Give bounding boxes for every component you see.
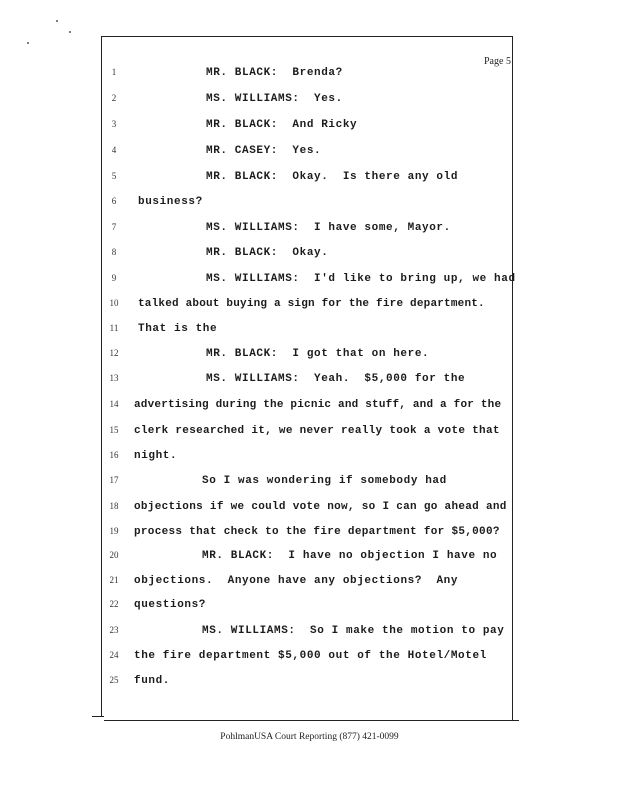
transcript-line [0,550,619,566]
scan-speck [69,31,71,33]
line-text: MR. BLACK: I got that on here. [206,348,430,360]
transcript-line [0,675,619,691]
transcript-line [0,67,619,83]
transcript-line [0,247,619,263]
transcript-line [0,93,619,109]
transcript-line [0,196,619,212]
line-number: 7 [111,222,117,232]
scan-speck [56,20,58,22]
transcript-line [0,348,619,364]
line-number: 2 [111,93,117,103]
line-text: business? [138,196,203,208]
line-text: MS. WILLIAMS: Yes. [206,93,343,105]
scan-speck [27,42,29,44]
page-frame-top [101,36,513,37]
line-text: objections. Anyone have any objections? Any [134,575,459,587]
transcript-line [0,273,619,289]
line-text: MR. BLACK: Brenda? [206,67,343,79]
line-number: 14 [109,399,119,409]
line-text: night. [134,450,178,462]
transcript-line [0,119,619,135]
line-number: 20 [109,550,119,560]
line-text: advertising during the picnic and stuff, and a for the [134,399,502,411]
line-text: MR. BLACK: Okay. Is there any old [206,171,459,183]
line-text: talked about buying a sign for the fire department. [138,298,485,310]
transcript-line [0,650,619,666]
line-number: 24 [109,650,119,660]
line-number: 15 [109,425,119,435]
line-number: 1 [111,67,117,77]
line-text: MS. WILLIAMS: So I make the motion to pay [202,625,505,637]
line-number: 19 [109,526,119,536]
line-number: 3 [111,119,117,129]
line-text: the fire department $5,000 out of the Hotel/Motel [134,650,487,662]
line-number: 18 [109,501,119,511]
transcript-line [0,501,619,517]
line-text: MS. WILLIAMS: I'd like to bring up, we had [206,273,516,285]
line-number: 9 [111,273,117,283]
line-number: 5 [111,171,117,181]
page-number-label: Page 5 [484,56,511,67]
transcript-line [0,298,619,314]
line-number: 21 [109,575,119,585]
line-text: MS. WILLIAMS: Yeah. $5,000 for the [206,373,466,385]
line-text: clerk researched it, we never really took a vote that [134,425,500,437]
transcript-line [0,145,619,161]
line-number: 6 [111,196,117,206]
transcript-line [0,171,619,187]
transcript-line [0,399,619,415]
line-number: 11 [109,323,119,333]
transcript-line [0,222,619,238]
line-text: process that check to the fire department for $5,000? [134,526,500,538]
transcript-line [0,323,619,339]
line-text: MS. WILLIAMS: I have some, Mayor. [206,222,451,234]
transcript-line [0,425,619,441]
transcript-line [0,575,619,591]
line-text: MR. BLACK: I have no objection I have no [202,550,498,562]
line-number: 8 [111,247,117,257]
line-text: MR. BLACK: And Ricky [206,119,358,131]
line-text: MR. BLACK: Okay. [206,247,329,259]
line-number: 13 [109,373,119,383]
court-reporter-footer: PohlmanUSA Court Reporting (877) 421-0099 [220,732,399,742]
line-text: MR. CASEY: Yes. [206,145,322,157]
line-text: objections if we could vote now, so I can go ahead and [134,501,507,513]
transcript-line [0,450,619,466]
line-number: 23 [109,625,119,635]
line-number: 12 [109,348,119,358]
line-text: So I was wondering if somebody had [202,475,447,487]
transcript-line [0,373,619,389]
transcript-line [0,625,619,641]
line-text: That is the [138,323,218,335]
transcript-line [0,599,619,615]
line-text: questions? [134,599,207,611]
page-frame-bottom-left [92,716,104,717]
line-number: 17 [109,475,119,485]
line-text: fund. [134,675,171,687]
line-number: 22 [109,599,119,609]
line-number: 25 [109,675,119,685]
page-frame-bottom [104,720,519,721]
line-number: 16 [109,450,119,460]
line-number: 10 [109,298,119,308]
transcript-line [0,526,619,542]
line-number: 4 [111,145,117,155]
transcript-line [0,475,619,491]
